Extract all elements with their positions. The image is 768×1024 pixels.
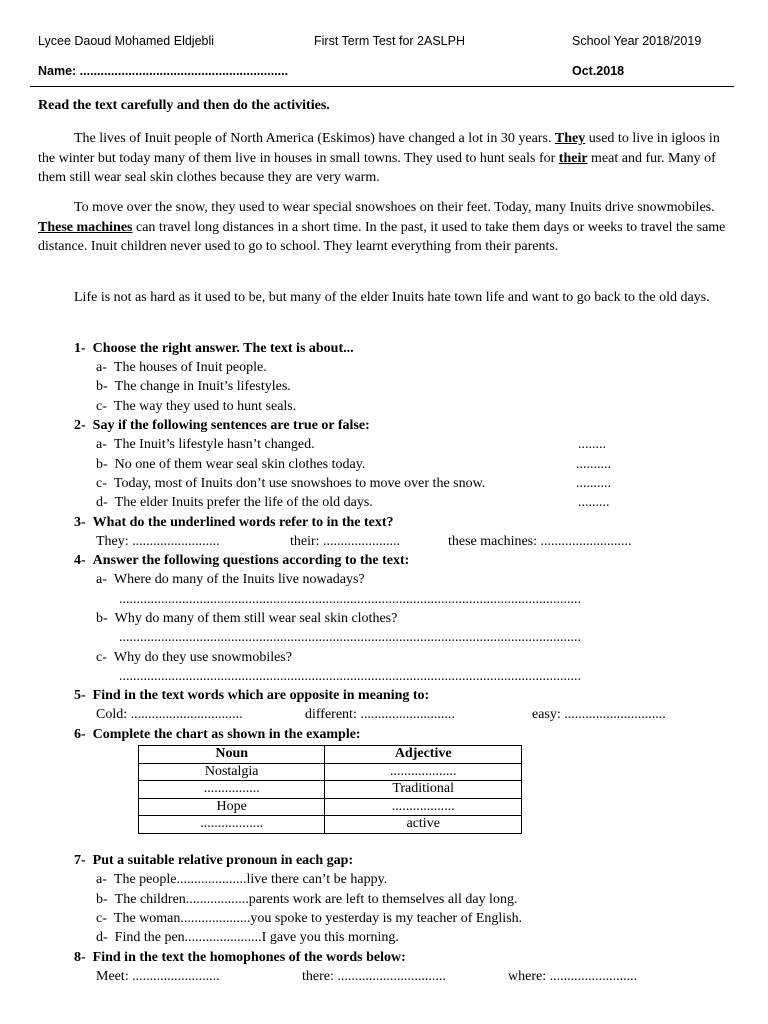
question-title: Put a suitable relative pronoun in each gap: [92, 853, 354, 868]
q2-answer-blank-c[interactable]: .......... [576, 476, 611, 491]
passage-paragraph-3 [38, 288, 728, 308]
passage-paragraph-1 [38, 129, 728, 188]
question-number: 4- [74, 553, 86, 568]
item-text: The people....................live there can’t be happy. [113, 872, 388, 887]
chart-cell: Nostalgia [139, 763, 325, 781]
item-letter: c- [96, 476, 107, 491]
q2-item-b [96, 456, 365, 474]
student-name-field[interactable]: Name: ............................................................ [38, 64, 289, 78]
chart-row [139, 763, 522, 781]
item-letter: c- [96, 650, 107, 665]
q4-item-b [96, 610, 397, 628]
q2-item-c [96, 475, 485, 493]
option-text: The change in Inuit’s lifestyles. [114, 379, 291, 394]
header-divider [30, 86, 734, 87]
chart-cell: active [325, 816, 522, 834]
item-text: Why do they use snowmobiles? [113, 650, 292, 665]
q4-item-c [96, 649, 292, 667]
question-title: Answer the following questions according to the text: [92, 553, 410, 568]
q7-item-b[interactable] [96, 891, 517, 909]
item-letter: d- [96, 495, 108, 510]
question-7 [74, 852, 353, 870]
q8-where-blank[interactable]: where: ......................... [508, 969, 638, 984]
q7-item-d[interactable] [96, 929, 399, 947]
question-title: What do the underlined words refer to in the text? [92, 515, 394, 530]
test-title: First Term Test for 2ASLPH [314, 34, 465, 48]
q8-meet-blank[interactable]: Meet: ......................... [96, 969, 220, 984]
q7-item-c[interactable] [96, 910, 522, 928]
school-name: Lycee Daoud Mohamed Eldjebli [38, 34, 215, 48]
instruction: Read the text carefully and then do the activities. [38, 98, 330, 113]
q5-different-blank[interactable]: different: ........................... [305, 707, 455, 722]
question-1 [74, 340, 354, 358]
item-letter: d- [96, 930, 108, 945]
chart-cell-blank[interactable]: .................. [139, 816, 325, 834]
question-number: 5- [74, 688, 86, 703]
question-number: 8- [74, 950, 86, 965]
item-letter: b- [96, 892, 108, 907]
question-title: Choose the right answer. The text is about... [92, 341, 354, 356]
item-text: The elder Inuits prefer the life of the old days. [114, 495, 373, 510]
question-4 [74, 552, 409, 570]
option-letter: a- [96, 360, 107, 375]
q2-item-a [96, 436, 315, 454]
chart-header-adjective: Adjective [325, 746, 522, 764]
q4-answer-line-a[interactable]: .................................................................................................................................... [119, 592, 581, 607]
chart-cell-blank[interactable]: .................. [325, 798, 522, 816]
chart-cell-blank[interactable]: ................ [139, 781, 325, 799]
option-letter: b- [96, 379, 108, 394]
chart-row [139, 798, 522, 816]
q3-they-blank[interactable]: They: ......................... [96, 534, 220, 549]
underlined-words-these-machines: These machines [38, 219, 133, 235]
question-number: 3- [74, 515, 86, 530]
question-title: Find in the text words which are opposite in meaning to: [92, 688, 430, 703]
item-text: Where do many of the Inuits live nowadays? [113, 572, 365, 587]
item-text: Today, most of Inuits don’t use snowshoes to move over the snow. [113, 476, 486, 491]
chart-row [139, 816, 522, 834]
passage-text: can travel long distances in a short time. In the past, it used to take them days or weeks to travel the same distance. Inuit children never used to go to school. They learnt everything from their parents. [38, 219, 726, 254]
q2-answer-blank-b[interactable]: .......... [576, 457, 611, 472]
passage-text: The lives of Inuit people of North America (Eskimos) have changed a lot in 30 years. [74, 131, 555, 146]
q5-easy-blank[interactable]: easy: ............................. [532, 707, 666, 722]
option-text: The way they used to hunt seals. [113, 399, 297, 414]
option-text: The houses of Inuit people. [113, 360, 267, 375]
q3-their-blank[interactable]: their: ...................... [290, 534, 401, 549]
q2-item-d [96, 494, 373, 512]
chart-row [139, 781, 522, 799]
item-text: No one of them wear seal skin clothes today. [114, 457, 366, 472]
passage-text: To move over the snow, they used to wear special snowshoes on their feet. Today, many Inuits drive snowmobiles. [74, 200, 715, 215]
question-title: Say if the following sentences are true or false: [92, 418, 370, 433]
chart-cell: Hope [139, 798, 325, 816]
question-number: 7- [74, 853, 86, 868]
question-number: 2- [74, 418, 86, 433]
item-text: The woman....................you spoke to yesterday is my teacher of English. [113, 911, 523, 926]
test-date: Oct.2018 [572, 64, 625, 78]
noun-adjective-chart [138, 745, 522, 834]
passage-text: used to live in igloos in the winter but today many of them live in houses in small towns. They used to hunt seals for [38, 131, 720, 166]
option-letter: c- [96, 399, 107, 414]
question-8 [74, 949, 406, 967]
question-3 [74, 514, 394, 532]
underlined-word-their: their [558, 150, 588, 166]
item-letter: b- [96, 611, 108, 626]
header-row [38, 34, 730, 54]
item-text: Find the pen......................I gave you this morning. [114, 930, 399, 945]
underlined-word-they: They [554, 131, 586, 146]
header-row-2 [38, 64, 730, 84]
q1-option-c[interactable] [96, 398, 296, 416]
chart-cell-blank[interactable]: ................... [325, 763, 522, 781]
item-text: The children..................parents work are left to themselves all day long. [114, 892, 518, 907]
q2-answer-blank-a[interactable]: ........ [578, 437, 606, 452]
chart-header-noun: Noun [139, 746, 325, 764]
question-6 [74, 726, 361, 744]
item-text: Why do many of them still wear seal skin clothes? [114, 611, 398, 626]
q1-option-a[interactable] [96, 359, 267, 377]
passage-text: meat and fur. Many of them still wear seal skin clothes because they are very warm. [38, 150, 716, 185]
q4-answer-line-c[interactable]: .................................................................................................................................... [119, 669, 581, 684]
q5-cold-blank[interactable]: Cold: ................................ [96, 707, 243, 722]
q8-there-blank[interactable]: there: ............................... [302, 969, 446, 984]
q4-answer-line-b[interactable]: .................................................................................................................................... [119, 630, 581, 645]
item-letter: a- [96, 572, 107, 587]
question-title: Complete the chart as shown in the example: [92, 727, 361, 742]
passage-paragraph-2 [38, 198, 728, 257]
item-letter: a- [96, 872, 107, 887]
school-year: School Year 2018/2019 [572, 34, 702, 48]
chart-cell: Traditional [325, 781, 522, 799]
q1-option-b[interactable] [96, 378, 291, 396]
question-5 [74, 687, 429, 705]
item-letter: c- [96, 911, 107, 926]
item-letter: a- [96, 437, 107, 452]
question-number: 6- [74, 727, 86, 742]
question-number: 1- [74, 341, 86, 356]
q4-item-a [96, 571, 365, 589]
passage-text: Life is not as hard as it used to be, but many of the elder Inuits hate town life and want to go back to the old days. [74, 290, 710, 305]
item-text: The Inuit’s lifestyle hasn’t changed. [113, 437, 315, 452]
question-title: Find in the text the homophones of the words below: [92, 950, 406, 965]
q2-answer-blank-d[interactable]: ......... [578, 495, 610, 510]
q7-item-a[interactable] [96, 871, 387, 889]
q3-machines-blank[interactable]: these machines: .......................... [448, 534, 632, 549]
question-2 [74, 417, 370, 435]
item-letter: b- [96, 457, 108, 472]
chart-header-row [139, 746, 522, 764]
